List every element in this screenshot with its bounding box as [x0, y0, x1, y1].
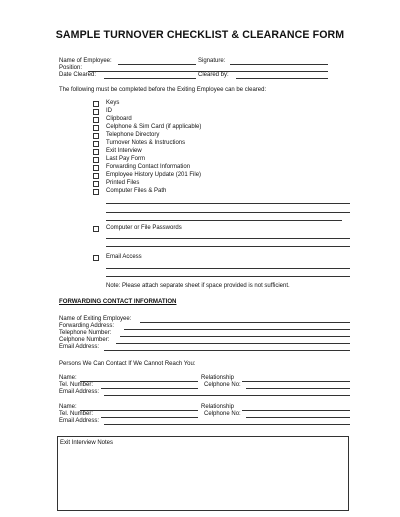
contact1-tel-field[interactable]: [101, 388, 198, 389]
checkbox-email-access[interactable]: [93, 255, 99, 261]
checkbox-exit-interview[interactable]: [93, 149, 99, 155]
checkbox-id[interactable]: [93, 109, 99, 115]
forwarding-email-field[interactable]: [104, 350, 350, 351]
checkbox-forwarding-contact[interactable]: [93, 165, 99, 171]
intro-text: The following must be completed before the Exiting Employee can be cleared:: [59, 87, 267, 93]
exit-interview-notes-box[interactable]: [57, 436, 349, 511]
checklist-item-last-pay-form: Last Pay Form: [106, 156, 146, 162]
name-of-employee-label: Name of Employee:: [59, 58, 112, 64]
telephone-number-field[interactable]: [120, 336, 350, 337]
checklist-item-printed-files: Printed Files: [106, 180, 140, 186]
forwarding-field-label-email: Email Address:: [59, 344, 100, 350]
forwarding-field-label-celphone: Celphone Number:: [59, 337, 110, 343]
checkbox-telephone-directory[interactable]: [93, 133, 99, 139]
contact1-relationship-field[interactable]: [242, 381, 350, 382]
checkbox-employee-history[interactable]: [93, 173, 99, 179]
checklist-item-id: ID: [106, 108, 112, 114]
computer-files-line-3[interactable]: [106, 220, 342, 221]
position-label: Position:: [59, 65, 83, 71]
name-of-employee-field[interactable]: [118, 64, 196, 65]
contact1-celphone-field[interactable]: [246, 388, 350, 389]
date-cleared-label: Date Cleared:: [59, 72, 97, 78]
computer-files-line-1[interactable]: [106, 203, 350, 204]
exit-interview-notes-label: Exit Interview Notes: [60, 440, 114, 446]
contact2-name-field[interactable]: [80, 410, 198, 411]
checklist-item-clipboard: Clipboard: [106, 116, 132, 122]
contact2-relationship-field[interactable]: [242, 410, 350, 411]
forwarding-heading: FORWARDING CONTACT INFORMATION: [59, 298, 177, 305]
contact1-name-label: Name:: [59, 375, 77, 381]
forwarding-field-label-name: Name of Exiting Employee:: [59, 316, 132, 322]
email-access-label: Email Access: [106, 254, 142, 260]
email-access-line-1[interactable]: [106, 268, 350, 269]
persons-heading: Persons We Can Contact If We Cannot Reach You:: [59, 361, 196, 367]
checkbox-computer-files[interactable]: [93, 189, 99, 195]
checklist-item-employee-history: Employee History Update (201 File): [106, 172, 202, 178]
checklist-item-turnover-notes: Turnover Notes & Instructions: [106, 140, 186, 146]
exiting-employee-name-field[interactable]: [140, 322, 350, 323]
forwarding-field-label-telephone: Telephone Number:: [59, 330, 112, 336]
computer-files-line-2[interactable]: [106, 212, 350, 213]
checkbox-passwords[interactable]: [93, 226, 99, 232]
contact2-relationship-label: Relationship: [201, 404, 235, 410]
email-access-line-2[interactable]: [106, 276, 350, 277]
form-title: SAMPLE TURNOVER CHECKLIST & CLEARANCE FORM: [55, 29, 345, 41]
passwords-line-1[interactable]: [106, 238, 350, 239]
contact1-email-label: Email Address:: [59, 389, 100, 395]
attach-note: Note: Please attach separate sheet if space provided is not sufficient.: [106, 283, 290, 289]
signature-label: Signature:: [198, 58, 226, 64]
cleared-by-label: Cleared by:: [198, 72, 229, 78]
contact2-name-label: Name:: [59, 404, 77, 410]
checklist-item-computer-files: Computer Files & Path: [106, 188, 167, 194]
contact1-email-field[interactable]: [104, 395, 350, 396]
contact2-celphone-field[interactable]: [246, 417, 350, 418]
checklist-item-celphone-sim: Celphone & Sim Card (if applicable): [106, 124, 202, 130]
contact2-email-label: Email Address:: [59, 418, 100, 424]
checklist-item-keys: Keys: [106, 100, 120, 106]
contact2-email-field[interactable]: [104, 424, 350, 425]
checklist-item-telephone-directory: Telephone Directory: [106, 132, 160, 138]
contact1-relationship-label: Relationship: [201, 375, 235, 381]
forwarding-field-label-address: Forwarding Address:: [59, 323, 115, 329]
checkbox-printed-files[interactable]: [93, 181, 99, 187]
celphone-number-field[interactable]: [116, 343, 350, 344]
contact2-tel-label: Tel. Number:: [59, 411, 94, 417]
passwords-line-2[interactable]: [106, 246, 350, 247]
passwords-label: Computer or File Passwords: [106, 225, 182, 231]
date-cleared-field[interactable]: [104, 78, 196, 79]
checkbox-last-pay-form[interactable]: [93, 157, 99, 163]
contact1-tel-label: Tel. Number:: [59, 382, 94, 388]
checkbox-keys[interactable]: [93, 101, 99, 107]
contact2-celphone-label: Celphone No:: [204, 411, 241, 417]
checkbox-clipboard[interactable]: [93, 117, 99, 123]
contact1-celphone-label: Celphone No:: [204, 382, 241, 388]
cleared-by-field[interactable]: [236, 78, 328, 79]
contact2-tel-field[interactable]: [101, 417, 198, 418]
signature-field[interactable]: [230, 64, 328, 65]
contact1-name-field[interactable]: [80, 381, 198, 382]
checkbox-celphone-sim[interactable]: [93, 125, 99, 131]
forwarding-address-field[interactable]: [124, 329, 350, 330]
checklist-item-forwarding-contact: Forwarding Contact Information: [106, 164, 191, 170]
checkbox-turnover-notes[interactable]: [93, 141, 99, 147]
checklist-item-exit-interview: Exit Interview: [106, 148, 142, 154]
